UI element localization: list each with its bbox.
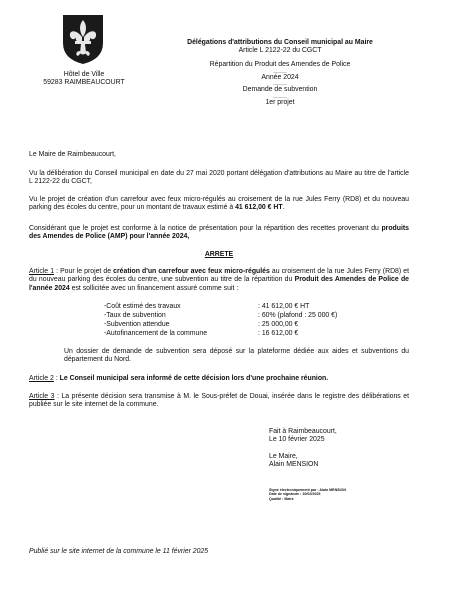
dossier-note: Un dossier de demande de subvention sera déposé sur la plateforme dédiée aux aides et subventions du département du Nord.: [64, 348, 409, 364]
header-separator: ----------: [273, 68, 287, 74]
header-title: Délégations d'attributions du Conseil municipal au Maire: [187, 39, 373, 46]
signature-date: Le 10 février 2025: [269, 436, 325, 444]
considerant: Considérant que le projet est conforme à la notice de présentation pour la répartition des recettes provenant du produits des Amendes de Police (AMP) pour l'année 2024,: [29, 225, 409, 241]
esign-date: Date de signature : 10/02/2025: [269, 492, 321, 497]
finance-label: -Autofinancement de la commune: [104, 330, 208, 337]
montant-travaux: 41 612,00 € HT: [235, 204, 283, 212]
article-1-label: Article 1: [29, 268, 55, 275]
signature-name: Alain MENSION: [269, 460, 319, 468]
finance-label: -Coût estimé des travaux: [104, 303, 181, 310]
header-article: Article L 2122-22 du CGCT: [238, 46, 322, 54]
article-1: Article 1 : Pour le projet de création d'un carrefour avec feux micro-régulés au croisement de la rue Jules Ferry (RD8) et du nouveau parking des écoles du centre, une subvention au titre de la répartition du Produit des Amendes de Police de l'année 2024 est sollicitée avec un financement assuré comme suit :: [29, 268, 409, 292]
esign-signer: Signé électroniquement par : Alain MENSION: [269, 488, 346, 492]
article-3-label: Article 3: [29, 393, 55, 400]
header-subject: Répartition du Produit des Amendes de Police: [209, 61, 351, 69]
salutation: Le Maire de Raimbeaucourt,: [29, 151, 116, 158]
fleur-de-lis-shield-icon: [61, 13, 105, 65]
signature-place: Fait à Raimbeaucourt,: [269, 428, 337, 435]
finance-value: : 16 612,00 €: [258, 330, 299, 337]
signature-block: [269, 428, 419, 469]
vu-projet: Vu le projet de création d'un carrefour avec feux micro-régulés au croisement de la rue Jules Ferry (RD8) et du nouveau parking des écoles du centre, pour un montant de travaux estimé à 41 612,00 € HT.: [29, 196, 409, 212]
header-request: Demande de subvention: [242, 86, 318, 94]
signature-title: Le Maire,: [269, 452, 298, 460]
mairie-address: [30, 71, 138, 88]
header-year: Année 2024: [261, 73, 299, 81]
finance-label: -Subvention attendue: [104, 321, 170, 328]
esign-quality: Qualité : Maire: [269, 496, 294, 501]
article-3: Article 3 : La présente décision sera transmise à M. le Sous-préfet de Douai, insérée dans le registre des délibérations et publiée sur le site internet de la commune.: [29, 393, 409, 409]
decision-header: [160, 39, 400, 107]
arrete-heading: ARRETE: [204, 251, 234, 258]
article-2-label: Article 2: [29, 375, 54, 382]
publication-note: Publié sur le site internet de la commune le 11 février 2025: [29, 548, 209, 555]
finance-label: -Taux de subvention: [104, 312, 166, 319]
address-line-1: Hôtel de Ville: [63, 71, 105, 78]
electronic-signature: [269, 488, 419, 501]
vu-deliberation: Vu la délibération du Conseil municipal en date du 27 mai 2020 portant délégation d'attributions au Maire au titre de l'article L 2122-22 du CGCT,: [29, 170, 409, 186]
finance-value: : 41 612,00 € HT: [258, 303, 310, 310]
finance-value: : 60% (plafond : 25 000 €): [258, 312, 338, 319]
header-project: 1er projet: [265, 98, 295, 106]
finance-value: : 25 000,00 €: [258, 321, 299, 328]
article-2: Article 2 : Le Conseil municipal sera informé de cette décision lors d'une prochaine réunion.: [29, 375, 329, 382]
header-separator: ----------: [273, 93, 287, 99]
header-separator: ----------: [273, 81, 287, 87]
address-line-2: 59283 RAIMBEAUCOURT: [43, 79, 125, 87]
